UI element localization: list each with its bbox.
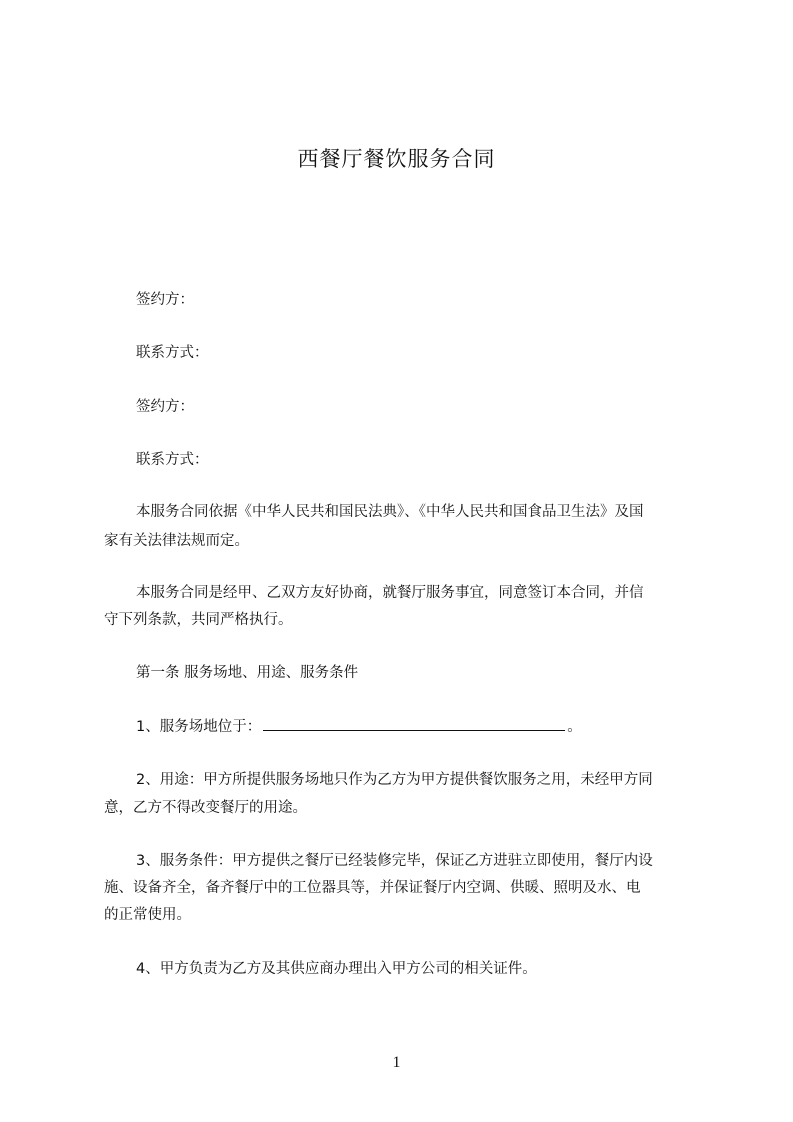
- clause-3-line-3: 的正常使用。: [104, 907, 191, 923]
- intro-paragraph-2-line-1: 本服务合同是经甲、乙双方友好协商，就餐厅服务事宜，同意签订本合同，并信: [136, 585, 644, 601]
- article-1-heading: 第一条 服务场地、用途、服务条件: [136, 665, 359, 681]
- party-b-contact-label: 联系方式：: [136, 452, 209, 468]
- intro-paragraph-1-line-2: 家有关法律法规而定。: [104, 533, 249, 549]
- party-b-label: 签约方：: [136, 399, 194, 415]
- document-title: 西餐厅餐饮服务合同: [297, 147, 496, 171]
- party-a-contact-label: 联系方式：: [136, 345, 209, 361]
- clause-4: 4、甲方负责为乙方及其供应商办理出入甲方公司的相关证件。: [136, 961, 537, 977]
- intro-paragraph-1-line-1: 本服务合同依据《中华人民共和国民法典》、《中华人民共和国食品卫生法》及国: [136, 504, 644, 520]
- clause-1-prefix: 1、服务场地位于：: [136, 719, 262, 735]
- intro-paragraph-2-line-2: 守下列条款，共同严格执行。: [104, 612, 293, 628]
- clause-1-suffix: 。: [567, 719, 582, 735]
- clause-1: [104, 713, 736, 742]
- clause-2-line-1: 2、用途：甲方所提供服务场地只作为乙方为甲方提供餐饮服务之用，未经甲方同: [136, 772, 653, 788]
- location-blank-line: [263, 714, 565, 731]
- party-a-label: 签约方：: [136, 292, 194, 308]
- clause-3-line-2: 施、设备齐全，备齐餐厅中的工位器具等，并保证餐厅内空调、供暖、照明及水、电: [104, 880, 641, 896]
- clause-3-line-1: 3、服务条件：甲方提供之餐厅已经装修完毕，保证乙方进驻立即使用，餐厅内设: [136, 853, 653, 869]
- clause-2-line-2: 意，乙方不得改变餐厅的用途。: [104, 800, 307, 816]
- page-number: 1: [392, 1054, 401, 1071]
